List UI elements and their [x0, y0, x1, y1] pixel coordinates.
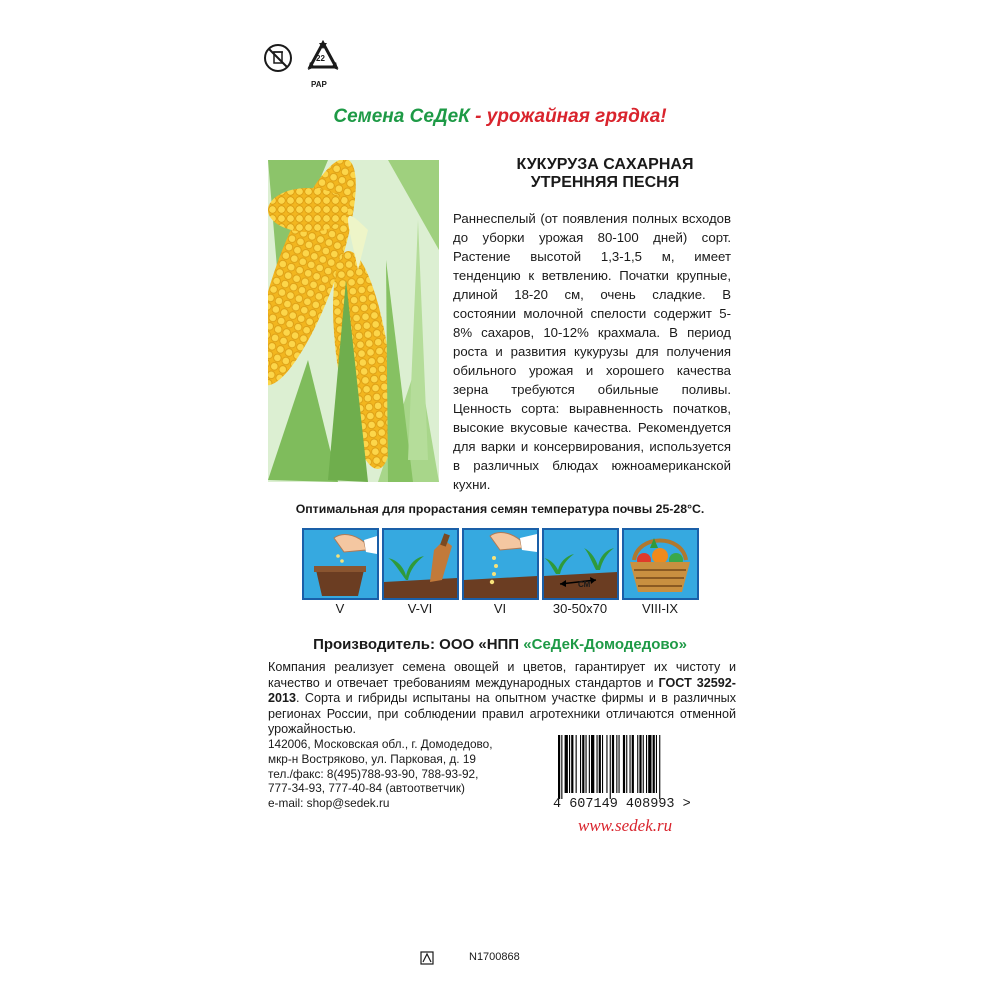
product-title-line2: УТРЕННЯЯ ПЕСНЯ: [530, 174, 680, 191]
producer-name: «СеДеК-Домодедово»: [523, 636, 687, 653]
address-line3: тел./факс: 8(495)788-93-90, 788-93-92,: [268, 766, 479, 781]
sowing-in-pot-icon: [302, 528, 379, 600]
company-statement: [268, 660, 736, 738]
product-description: Раннеспелый (от появления полных всходов до уборки урожая 80-100 дней) сорт. Растение высотой 1,3-1,5 м, имеет тенденцию к ветвлению. Початки крупные, длиной 18-20 см, очень сладкие. В состоянии молочной спелости содержит 5-8% сахаров, 10-12% крахмала. В период роста и развития кукурузы для получения обильного урожая и хорошего качества зерна требуются обильные поливы. Ценность сорта: выравненность початков, высокие вкусовые качества. Рекомендуется для варки и консервирования, используется в различных блюдах южноамериканской кухни.: [453, 211, 731, 492]
slogan-tagline: урожайная грядка!: [486, 106, 667, 127]
slogan: [0, 106, 1000, 128]
material-code: 22: [316, 54, 325, 63]
article-number: N1700868: [469, 951, 520, 963]
standard-reference: ГОСТ 32592-2013: [268, 675, 736, 705]
harvest-basket-icon: [622, 528, 699, 600]
product-title-line1: КУКУРУЗА САХАРНАЯ: [516, 156, 694, 173]
producer-line: [0, 636, 1000, 653]
address-line2: мкр-н Востряково, ул. Парковая, д. 19: [268, 751, 476, 766]
producer-prefix: Производитель: ООО «НПП: [313, 636, 524, 653]
slogan-dash: -: [469, 106, 487, 127]
scheme-unit: СМ: [578, 580, 591, 589]
brand-name: Семена СеДеК: [333, 106, 470, 127]
corn-photo: [268, 160, 439, 482]
recycle-icon: [305, 40, 341, 80]
planting-scheme-icon: [542, 528, 619, 600]
schedule-label-harvest: VIII-IX: [641, 601, 679, 616]
company-text-part2: . Сорта и гибриды испытаны на опытном участке фирмы и в различных регионах России, при соблюдении правил агротехники отличаются отменной урожайностью.: [268, 691, 736, 736]
company-text-part1: Компания реализует семена овощей и цветов, гарантирует их чистоту и качество и отвечает требованиям международных стандартов и: [268, 660, 736, 690]
planting-seedlings-icon: [382, 528, 459, 600]
email: e-mail: shop@sedek.ru: [268, 796, 390, 811]
barcode: [556, 735, 720, 799]
website-link[interactable]: www.sedek.ru: [578, 816, 673, 835]
print-mark-icon: [420, 951, 434, 965]
barcode-number: 4 607149 408993 >: [553, 797, 691, 812]
schedule-label-scheme: 30-50x70: [552, 601, 608, 616]
schedule-label-planting: V-VI: [407, 601, 433, 616]
address-line1: 142006, Московская обл., г. Домодедово,: [268, 737, 493, 751]
schedule-label-sowing: V: [335, 601, 345, 616]
contact-address: [268, 737, 528, 811]
sowing-in-ground-icon: [462, 528, 539, 600]
address-line4: 777-34-93, 777-40-84 (автоответчик): [268, 781, 465, 796]
soil-temperature-note: Оптимальная для прорастания семян температура почвы 25-28°С.: [295, 502, 705, 516]
schedule-label-ground: VI: [493, 601, 507, 616]
material-label: PAP: [311, 80, 327, 89]
product-title: [455, 156, 755, 192]
